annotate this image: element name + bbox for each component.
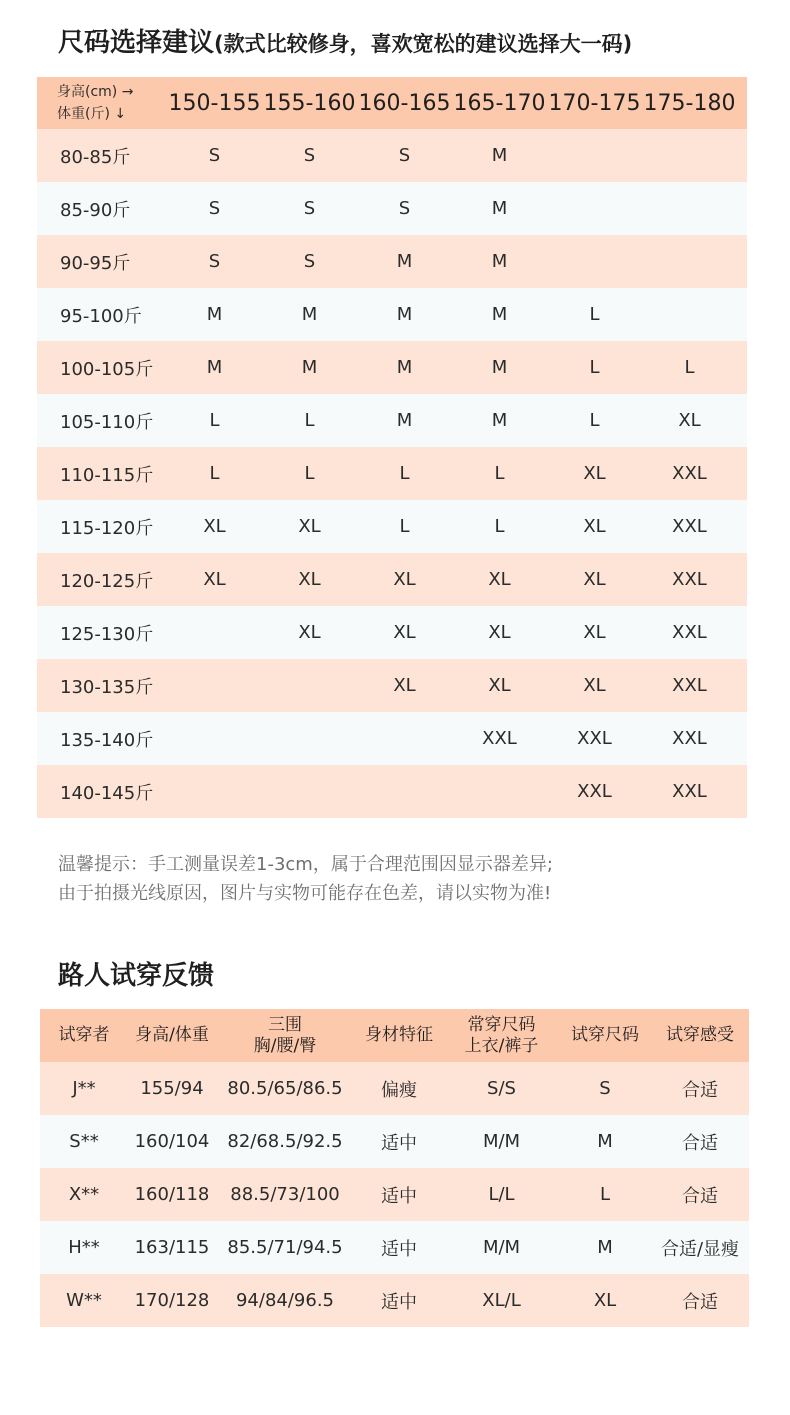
tip-text [58,850,553,908]
feedback-row [40,1115,749,1168]
size-chart-row [37,553,747,606]
size-cell: L [589,357,600,378]
size-cell: M [491,251,508,272]
size-cell: M [396,304,413,325]
feedback-cell: H** [68,1237,100,1258]
size-cell: L [304,410,315,431]
size-cell: S [208,251,221,272]
size-chart-table [37,77,747,818]
feedback-cell: 82/68.5/92.5 [227,1131,343,1152]
weight-range-label: 85-90斤 [60,199,131,221]
size-cell: S [303,198,316,219]
size-chart-row [37,394,747,447]
feedback-header-line-1: 身材特征 [365,1025,433,1045]
weight-range-label: 135-140斤 [60,729,154,751]
size-cell: L [399,463,410,484]
feedback-cell: W** [66,1290,102,1311]
feedback-cell: M [597,1131,613,1152]
feedback-cell: 适中 [381,1238,417,1260]
weight-range-label: 80-85斤 [60,146,131,168]
feedback-cell: 163/115 [134,1237,210,1258]
size-cell: S [208,198,221,219]
size-chart-row [37,235,747,288]
size-cell: XL [583,675,606,696]
size-cell: L [494,516,505,537]
size-cell: XL [298,569,321,590]
feedback-cell: 合适 [682,1079,718,1101]
feedback-row [40,1168,749,1221]
size-advice-title-main: 尺码选择建议 [58,28,215,58]
size-cell: XL [203,516,226,537]
size-cell: M [301,304,318,325]
feedback-cell: XL [593,1290,617,1311]
feedback-column-header [128,1025,216,1046]
size-cell: XL [488,569,511,590]
size-cell: XL [488,675,511,696]
size-cell: XXL [672,622,707,643]
feedback-cell: 偏瘦 [381,1079,417,1101]
size-chart-row [37,288,747,341]
size-cell: XXL [672,781,707,802]
size-cell: XXL [672,516,707,537]
feedback-cell: XL/L [482,1290,521,1311]
feedback-header-line-1: 三围 [268,1014,302,1035]
size-cell: S [208,145,221,166]
feedback-cell: 适中 [381,1291,417,1313]
size-cell: S [303,145,316,166]
feedback-row [40,1221,749,1274]
size-cell: XXL [577,781,612,802]
feedback-cell: 适中 [381,1185,417,1207]
feedback-cell: 合适/显瘦 [660,1238,740,1260]
size-chart-row [37,606,747,659]
size-cell: XL [393,675,416,696]
feedback-cell: M/M [482,1237,521,1258]
size-cell: XL [393,569,416,590]
size-cell: XL [203,569,226,590]
size-cell: XL [583,463,606,484]
height-column-header: 160-165 [358,90,451,116]
weight-range-label: 120-125斤 [60,570,154,592]
feedback-cell: 合适 [682,1132,718,1154]
size-chart-row [37,182,747,235]
feedback-column-header [354,1025,444,1046]
size-cell: M [396,357,413,378]
weight-range-label: 100-105斤 [60,358,154,380]
size-cell: L [209,410,220,431]
size-chart-corner-label [37,81,167,125]
size-cell: M [396,410,413,431]
size-cell: XL [583,622,606,643]
feedback-column-header [651,1025,749,1046]
feedback-cell: S/S [487,1078,516,1099]
size-cell: M [206,357,223,378]
weight-range-label: 115-120斤 [60,517,154,539]
size-cell: L [494,463,505,484]
size-cell: XL [298,516,321,537]
size-advice-subtitle: (款式比较修身，喜欢宽松的建议选择大一码) [214,32,633,56]
height-column-header: 150-155 [168,90,261,116]
feedback-column-header [559,1025,651,1046]
size-cell: M [206,304,223,325]
size-cell: L [589,304,600,325]
height-column-header: 175-180 [643,90,736,116]
tip-line-1: 温馨提示：手工测量误差1-3cm，属于合理范围因显示器差异; [58,854,553,875]
size-cell: XXL [577,728,612,749]
size-chart-row [37,129,747,182]
feedback-row [40,1274,749,1327]
feedback-cell: 80.5/65/86.5 [227,1078,343,1099]
feedback-cell: 160/104 [134,1131,210,1152]
size-cell: XL [488,622,511,643]
height-column-header: 170-175 [548,90,641,116]
size-cell: XL [678,410,701,431]
size-chart-header-row [37,77,747,129]
size-advice-title [58,22,632,59]
weight-range-label: 130-135斤 [60,676,154,698]
size-cell: XL [583,569,606,590]
feedback-row [40,1062,749,1115]
size-cell: M [301,357,318,378]
size-cell: XXL [672,728,707,749]
size-chart-row [37,659,747,712]
size-cell: S [398,145,411,166]
feedback-title: 路人试穿反馈 [58,961,215,991]
height-column-header: 165-170 [453,90,546,116]
feedback-cell: 合适 [682,1291,718,1313]
size-cell: XL [583,516,606,537]
size-cell: XXL [482,728,517,749]
feedback-cell: S [599,1078,611,1099]
size-cell: S [303,251,316,272]
size-cell: L [399,516,410,537]
size-cell: L [684,357,695,378]
weight-range-label: 95-100斤 [60,305,142,327]
feedback-header-line-1: 试穿尺码 [571,1025,639,1045]
feedback-cell: S** [69,1131,99,1152]
feedback-cell: 适中 [381,1132,417,1154]
size-cell: XL [393,622,416,643]
feedback-cell: M [597,1237,613,1258]
feedback-cell: 94/84/96.5 [235,1290,334,1311]
feedback-header-line-1: 身高/体重 [135,1025,209,1045]
feedback-header-row [40,1009,749,1062]
feedback-cell: 155/94 [140,1078,204,1099]
size-chart-row [37,765,747,818]
feedback-header-line-1: 试穿者 [58,1025,110,1045]
weight-range-label: 140-145斤 [60,782,154,804]
weight-range-label: 125-130斤 [60,623,154,645]
feedback-table [40,1009,749,1327]
size-cell: XXL [672,569,707,590]
size-chart-row [37,447,747,500]
weight-range-label: 110-115斤 [60,464,154,486]
size-cell: L [304,463,315,484]
size-cell: S [398,198,411,219]
feedback-column-header [216,1015,354,1057]
height-axis-label: 身高(cm) → [57,84,134,100]
feedback-cell: 170/128 [134,1290,210,1311]
feedback-cell: L/L [488,1184,515,1205]
feedback-column-header [40,1025,128,1046]
feedback-cell: X** [68,1184,100,1205]
feedback-header-line-2: 胸/腰/臀 [253,1035,317,1056]
weight-range-label: 90-95斤 [60,252,131,274]
feedback-header-line-2: 上衣/裤子 [464,1035,539,1056]
feedback-header-line-1: 试穿感受 [666,1025,734,1045]
size-chart-row [37,500,747,553]
size-chart-row [37,341,747,394]
feedback-cell: 88.5/73/100 [230,1184,340,1205]
weight-axis-label: 体重(斤) ↓ [57,106,127,122]
feedback-cell: 85.5/71/94.5 [227,1237,343,1258]
size-cell: M [491,145,508,166]
size-chart-row [37,712,747,765]
size-cell: M [491,304,508,325]
feedback-cell: 160/118 [134,1184,210,1205]
height-column-header: 155-160 [263,90,356,116]
size-cell: XXL [672,463,707,484]
size-cell: M [491,357,508,378]
size-cell: M [491,198,508,219]
weight-range-label: 105-110斤 [60,411,154,433]
feedback-cell: M/M [482,1131,521,1152]
tip-line-2: 由于拍摄光线原因，图片与实物可能存在色差，请以实物为准! [58,883,552,904]
size-cell: XXL [672,675,707,696]
feedback-header-line-1: 常穿尺码 [467,1014,536,1035]
feedback-column-header [444,1015,559,1057]
size-cell: XL [298,622,321,643]
size-cell: M [491,410,508,431]
feedback-cell: J** [72,1078,96,1099]
size-cell: L [209,463,220,484]
size-cell: M [396,251,413,272]
size-cell: L [589,410,600,431]
feedback-cell: 合适 [682,1185,718,1207]
feedback-cell: L [599,1184,611,1205]
